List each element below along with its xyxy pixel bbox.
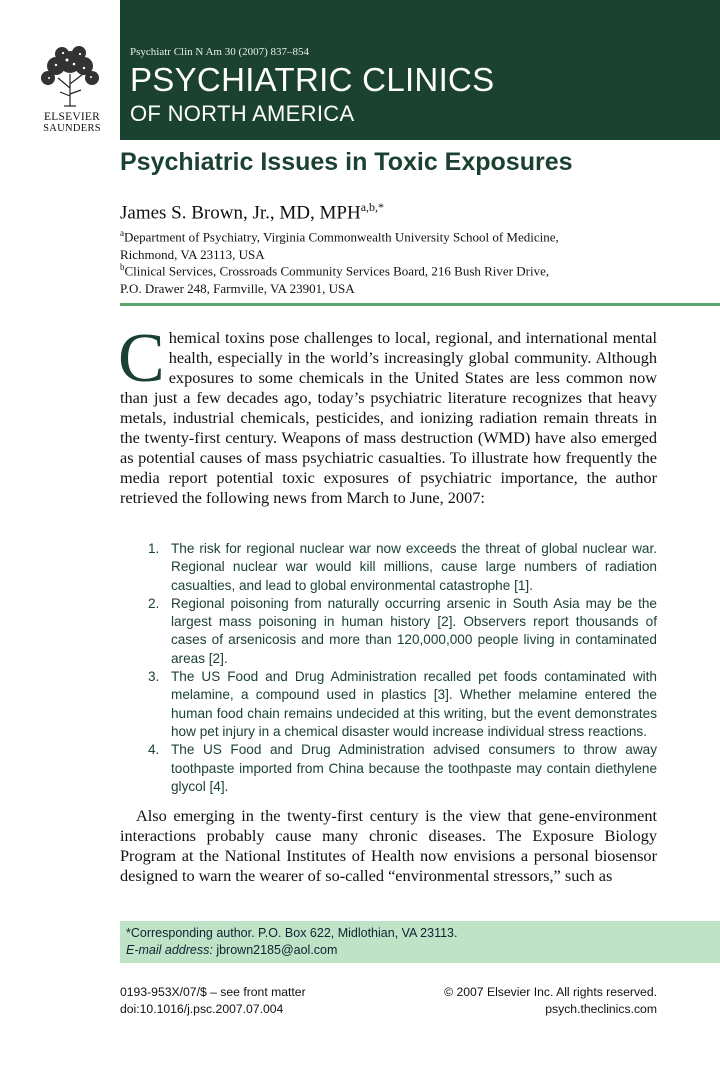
email-link[interactable]: jbrown2185@aol.com <box>216 943 338 957</box>
publisher-logo <box>0 0 120 140</box>
news-item-text: Regional poisoning from naturally occurring arsenic in South Asia may be the largest mass poisoning in human history [2]. Observers report thousands of cases of arsenicosis and more than 120,000,000 people living in contaminated areas [2]. <box>171 595 657 666</box>
author-name: James S. Brown, Jr., MD, MPH <box>120 202 361 224</box>
corresponding-author-footnote <box>120 921 720 963</box>
publisher-line1: ELSEVIER <box>44 111 100 123</box>
news-item-number: 1. <box>148 541 160 556</box>
affiliation-b-line2: P.O. Drawer 248, Farmville, VA 23901, USA <box>120 281 355 297</box>
news-item-text: The US Food and Drug Administration advised consumers to throw away toothpaste imported from China because the toothpaste may contain diethylene glycol [4]. <box>171 742 657 794</box>
doi-link[interactable]: doi:10.1016/j.psc.2007.07.004 <box>120 1002 284 1016</box>
intro-text: hemical toxins pose challenges to local, regional, and international mental health, especially in the world’s increasingly global community. Although exposures to some chemicals in the United States are less common now than just a few decades ago, today’s psychiatric literature recognizes that heavy metals, industrial chemicals, pesticides, and ionizing radiation remain threats in the twenty-first century. Weapons of mass destruction (WMD) have also emerged as potential causes of mass psychiatric casualties. To illustrate how frequently the media report potential toxic exposures of psychiatric importance, the author retrieved the following news from March to June, 2007: <box>120 328 657 507</box>
drop-cap: C <box>118 320 165 397</box>
affiliation-a-mark: a <box>120 228 124 238</box>
affiliation-b-mark: b <box>120 262 125 272</box>
publisher-name <box>36 111 108 135</box>
news-item <box>148 595 657 668</box>
corresponding-author-text: *Corresponding author. P.O. Box 622, Midlothian, VA 23113. <box>126 926 458 940</box>
article-title: Psychiatric Issues in Toxic Exposures <box>120 148 573 176</box>
news-list <box>148 540 657 796</box>
website-link[interactable]: psych.theclinics.com <box>545 1002 657 1016</box>
news-item-text: The US Food and Drug Administration recalled pet foods contaminated with melamine, a compound used in plastics [3]. Whether melamine entered the human food chain remains undecided at this writing, but the event demonstrates how pet injury in a chemical disaster would increase individual stress reactions. <box>171 669 657 739</box>
news-item-number: 3. <box>148 669 160 685</box>
news-item <box>148 741 657 796</box>
affiliation-a-line1: Department of Psychiatry, Virginia Commonwealth University School of Medicine, <box>124 229 559 245</box>
intro-paragraph <box>118 320 657 508</box>
copyright-text: © 2007 Elsevier Inc. All rights reserved. <box>444 985 657 999</box>
news-item-number: 4. <box>148 742 160 758</box>
journal-citation: Psychiatr Clin N Am 30 (2007) 837–854 <box>130 46 310 58</box>
publisher-line2: SAUNDERS <box>43 123 101 134</box>
news-item-text: The risk for regional nuclear war now exceeds the threat of global nuclear war. Regional nuclear war would kill millions, cause large numbers of radiation casualties, and lead to global environmental catastrophe [1]. <box>171 541 657 593</box>
second-paragraph: Also emerging in the twenty-first century is the view that gene-environment interactions probably cause many chronic diseases. The Exposure Biology Program at the National Institutes of Health now envisions a personal biosensor designed to warn the wearer of so-called “environmental stressors,” such as <box>120 806 657 885</box>
journal-banner <box>120 0 720 140</box>
affiliation-a-line2: Richmond, VA 23113, USA <box>120 247 265 263</box>
elsevier-tree-icon <box>34 44 106 108</box>
header-divider <box>120 303 720 306</box>
affiliation-b-line1: Clinical Services, Crossroads Community Services Board, 216 Bush River Drive, <box>124 263 550 279</box>
author-line <box>120 196 384 224</box>
journal-title-line2: OF NORTH AMERICA <box>130 101 355 126</box>
affiliation-b <box>120 258 549 298</box>
news-item <box>148 540 657 595</box>
email-label: E-mail address: <box>126 943 213 957</box>
news-item <box>148 668 657 741</box>
issn-text: 0193-953X/07/$ – see front matter <box>120 985 306 999</box>
email-line <box>126 942 337 958</box>
author-affiliation-marks: a,b,* <box>360 200 385 214</box>
journal-title-line1: PSYCHIATRIC CLINICS <box>130 61 495 98</box>
news-item-number: 2. <box>148 595 160 611</box>
